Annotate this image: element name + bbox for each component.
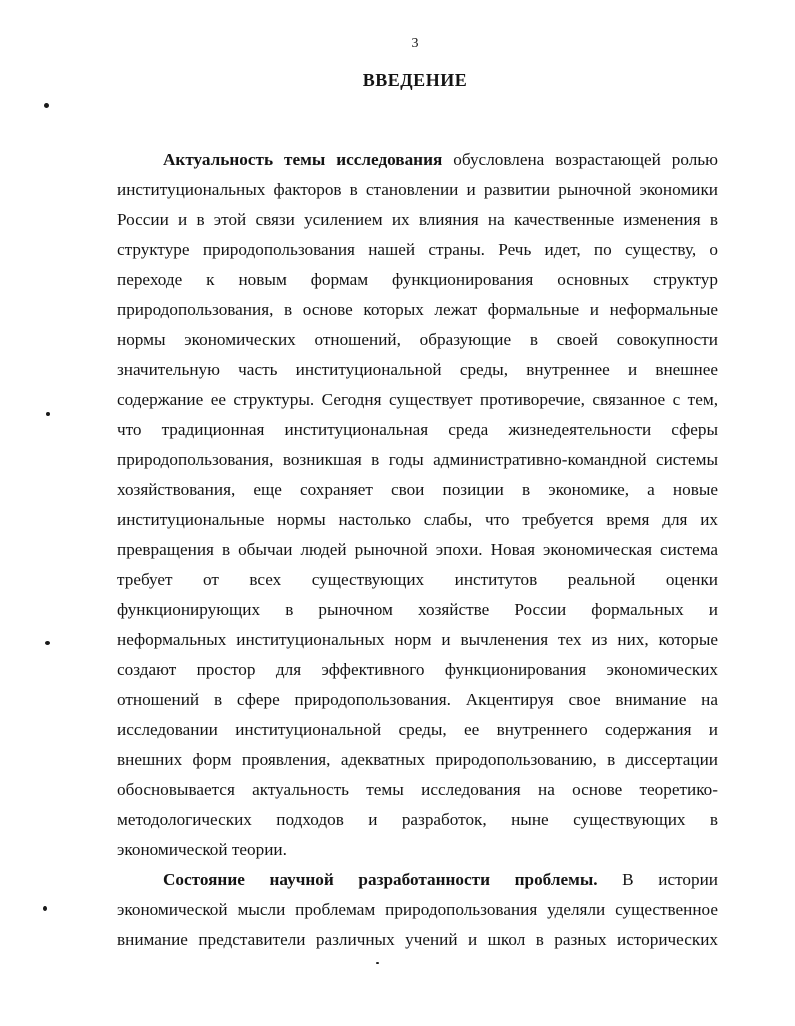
paragraph-line: содержание ее структуры. Сегодня существует противоречие, связанное с тем, xyxy=(117,390,718,409)
paragraph-line: экономической теории. xyxy=(117,840,287,859)
paragraph-line xyxy=(163,870,718,890)
lead-rest: В истории xyxy=(597,870,718,889)
paragraph-line: нормы экономических отношений, образующие в своей совокупности xyxy=(117,330,718,349)
scan-speck xyxy=(43,906,47,911)
paragraph-line: институциональных факторов в становлении и развитии рыночной экономики xyxy=(117,180,718,199)
paragraph-line: функционирующих в рыночном хозяйстве России формальных и xyxy=(117,600,718,619)
lead-rest: обусловлена возрастающей ролью xyxy=(442,150,718,169)
paragraph-line: природопользования, в основе которых лежат формальные и неформальные xyxy=(117,300,718,319)
bold-lead: Актуальность темы исследования xyxy=(163,150,443,169)
paragraph-line xyxy=(163,150,718,170)
page-number: 3 xyxy=(411,36,419,51)
page-title: ВВЕДЕНИЕ xyxy=(362,70,468,90)
paragraph-line: хозяйствования, еще сохраняет свои позиции в экономике, а новые xyxy=(117,480,718,499)
paragraph-line: методологических подходов и разработок, ныне существующих в xyxy=(117,810,718,829)
paragraph-line: внимание представители различных учений и школ в разных исторических xyxy=(117,930,718,949)
paragraph-line: структуре природопользования нашей страны. Речь идет, по существу, о xyxy=(117,240,718,259)
scan-speck xyxy=(44,103,49,108)
paragraph-line: институциональные нормы настолько слабы, что требуется время для их xyxy=(117,510,718,529)
paragraph-line: требует от всех существующих институтов реальной оценки xyxy=(117,570,718,589)
scan-speck xyxy=(46,412,50,416)
paragraph-line: России и в этой связи усилением их влияния на качественные изменения в xyxy=(117,210,718,229)
paragraph-line: создают простор для эффективного функционирования экономических xyxy=(117,660,718,679)
paragraph-line: экономической мысли проблемам природопользования уделяли существенное xyxy=(117,900,718,919)
paragraph-line: значительную часть институциональной среды, внутреннее и внешнее xyxy=(117,360,718,379)
paragraph-line: превращения в обычаи людей рыночной эпохи. Новая экономическая система xyxy=(117,540,718,559)
scan-speck xyxy=(45,641,50,645)
paragraph-line: обосновывается актуальность темы исследования на основе теоретико- xyxy=(117,780,718,799)
paragraph-line: природопользования, возникшая в годы административно-командной системы xyxy=(117,450,718,469)
paragraph-line: переходе к новым формам функционирования основных структур xyxy=(117,270,718,289)
paragraph-line: исследовании институциональной среды, ее внутреннего содержания и xyxy=(117,720,718,739)
scan-speck xyxy=(376,962,379,964)
paragraph-line: отношений в сфере природопользования. Акцентируя свое внимание на xyxy=(117,690,718,709)
paragraph-line: внешних форм проявления, адекватных природопользованию, в диссертации xyxy=(117,750,718,769)
paragraph-line: неформальных институциональных норм и вычленения тех из них, которые xyxy=(117,630,718,649)
paragraph-line: что традиционная институциональная среда жизнедеятельности сферы xyxy=(117,420,718,439)
bold-lead: Состояние научной разработанности проблемы. xyxy=(163,870,598,889)
